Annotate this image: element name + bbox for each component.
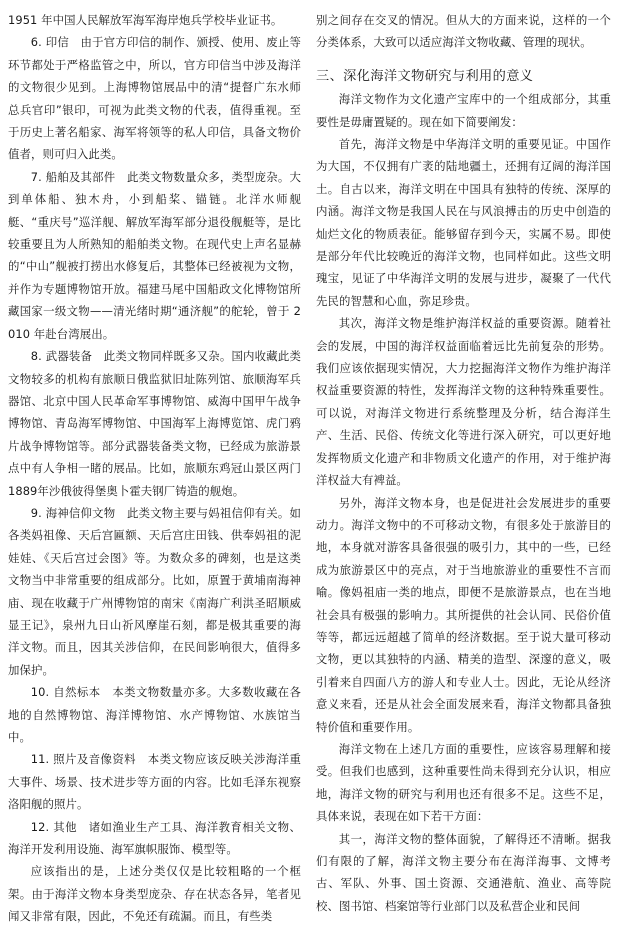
paragraph: 9. 海神信仰文物 此类文物主要与妈祖信仰有关。如各类妈祖像、天后宫匾额、天后宫庄田钱、供奉妈祖的泥娃娃、《天后宫过会图》等。为数众多的碑刻，也是这类文物当中非常重要的组成部分。比如，原置于黄埔南海神庙、现在收藏于广州博物馆的南宋《南海广利洪圣昭顺威显王记》，泉州九日山祈风摩崖石刻，都是极其重要的海洋文物。而且，因其关涉信仰，在民间影响很大，值得多加保护。 [8,505,301,677]
paragraph: 其次，海洋文物是维护海洋权益的重要资源。随着社会的发展，中国的海洋权益面临着远比先前复杂的形势。我们应该依据现实情况，大力挖掘海洋文物作为维护海洋权益重要资源的特性，发挥海洋文物的这种特殊重要性。可以说，对海洋文物进行系统整理及分析，结合海洋生产、生活、民俗、传统文化等进行深入研究，可以更好地发挥物质文化遗产和非物质文化遗产的作用，对于维护海洋权益大有裨益。 [316,316,611,488]
paragraph: 海洋文物在上述几方面的重要性，应该容易理解和接受。但我们也感到，这种重要性尚未得到充分认识，相应地，海洋文物的研究与利用也还有很多不足。这些不足，具体来说，表现在如下若干方面： [316,741,611,824]
paragraph: 另外，海洋文物本身，也是促进社会发展进步的重要动力。海洋文物中的不可移动文物，有很多处于旅游目的地，本身就对游客具备很强的吸引力，其中的一些，已经成为旅游景区中的亮点，对于当地旅游业的重要性不言而喻。像妈祖庙一类的地点，即便不是旅游景点，也在当地社会具有极强的影响力。其所提供的社会认同、民俗价值等等，都远远超越了简单的经济数据。至于说大量可移动文物，更以其独特的内涵、精美的造型、深邃的意义，吸引着来自四面八方的游人和专业人士。因此，无论从经济意义来看，还是从社会全面发展来看，海洋文物都具备独特价值和重要作用。 [316,495,611,734]
left-column [8,9,301,928]
paragraph: 首先，海洋文物是中华海洋文明的重要见证。中国作为大国，不仅拥有广袤的陆地疆土，还拥有辽阔的海洋国土。自古以来，海洋文明在中国具有独特的传统、深厚的内涵。海洋文物是我国人民在与风浪搏击的历史中创造的灿烂文化的物质表征。能够留存到今天，实属不易。即使是部分年代比较晚近的海洋文物，也同样如此。这些文明瑰宝，见证了中华海洋文明的发展与进步，凝聚了一代代先民的智慧和心血，弥足珍贵。 [316,137,611,308]
paragraph: 应该指出的是，上述分类仅仅是比较粗略的一个框架。由于海洋文物本身类型庞杂、存在状态各异，笔者见闻又非常有限，因此，不免还有疏漏。而且，有些类 [8,864,301,924]
section-heading: 三、深化海洋文物研究与利用的意义 [316,68,534,84]
paragraph: 10. 自然标本 本类文物数量亦多。大多数收藏在各地的自然博物馆、海洋博物馆、水产博物馆、水族馆当中。 [8,685,301,744]
paragraph: 11. 照片及音像资料 本类文物应该反映关涉海洋重大事件、场景、技术进步等方面的内容。比如毛泽东视察洛阳舰的照片。 [8,752,301,812]
paragraph: 12. 其他 诸如渔业生产工具、海洋教育相关文物、海洋开发利用设施、海军旗帜服饰、模型等。 [8,819,301,857]
paragraph: 7. 船舶及其部件 此类文物数量众多，类型庞杂。大到单体船、独木舟，小到船桨、锚链。北洋水师舰艇、“重庆号”巡洋舰、解放军海军部分退役舰艇等，是比较重要且为人所熟知的船舶类文物。在现代史上声名显赫的“中山”舰被打捞出水修复后，其整体已经被视为文物，并作为专题博物馆开放。福建马尾中国船政文化博物馆所藏国家一级文物——清光绪时期“通济舰”的舵轮，曾于 2010 年赴台湾展出。 [8,169,301,341]
paragraph: 别之间存在交叉的情况。但从大的方面来说，这样的一个分类体系，大致可以适应海洋文物收藏、管理的现状。 [316,13,611,50]
right-column [316,9,611,917]
paragraph: 6. 印信 由于官方印信的制作、颁授、使用、废止等环节都处于严格监管之中，所以，官方印信当中涉及海洋的文物很少见到。上海博物馆展品中的清“提督广东水师总兵官印”银印，可视为此类文物的代表，值得重视。至于历史上著名船家、海军将领等的私人印信，具备文物价值者，则可归入此类。 [8,35,301,162]
paragraph: 海洋文物作为文化遗产宝库中的一个组成部分，其重要性是毋庸置疑的。现在如下简要阐发： [316,92,611,129]
paragraph: 1951 年中国人民解放军海军海岸炮兵学校毕业证书。 [8,13,283,27]
paragraph: 8. 武器装备 此类文物同样既多又杂。国内收藏此类文物较多的机构有旅顺日俄监狱旧址陈列馆、旅顺海军兵器馆、北京中国人民革命军事博物馆、威海中国甲午战争博物馆、青岛海军博物馆、中国海军上海博览馆、虎门鸦片战争博物馆等。部分武器装备类文物，已经成为旅游景点中有人争相一睹的展品。比如，旅顺东鸡冠山景区两门1889年沙俄彼得堡奥卜霍夫钢厂铸造的舰炮。 [8,349,301,498]
paragraph: 其一，海洋文物的整体面貌，了解得还不清晰。据我们有限的了解，海洋文物主要分布在海洋海事、文博考古、军队、外事、国土资源、交通港航、渔业、高等院校、图书馆、档案馆等行业部门以及私营企业和民间 [316,831,611,913]
